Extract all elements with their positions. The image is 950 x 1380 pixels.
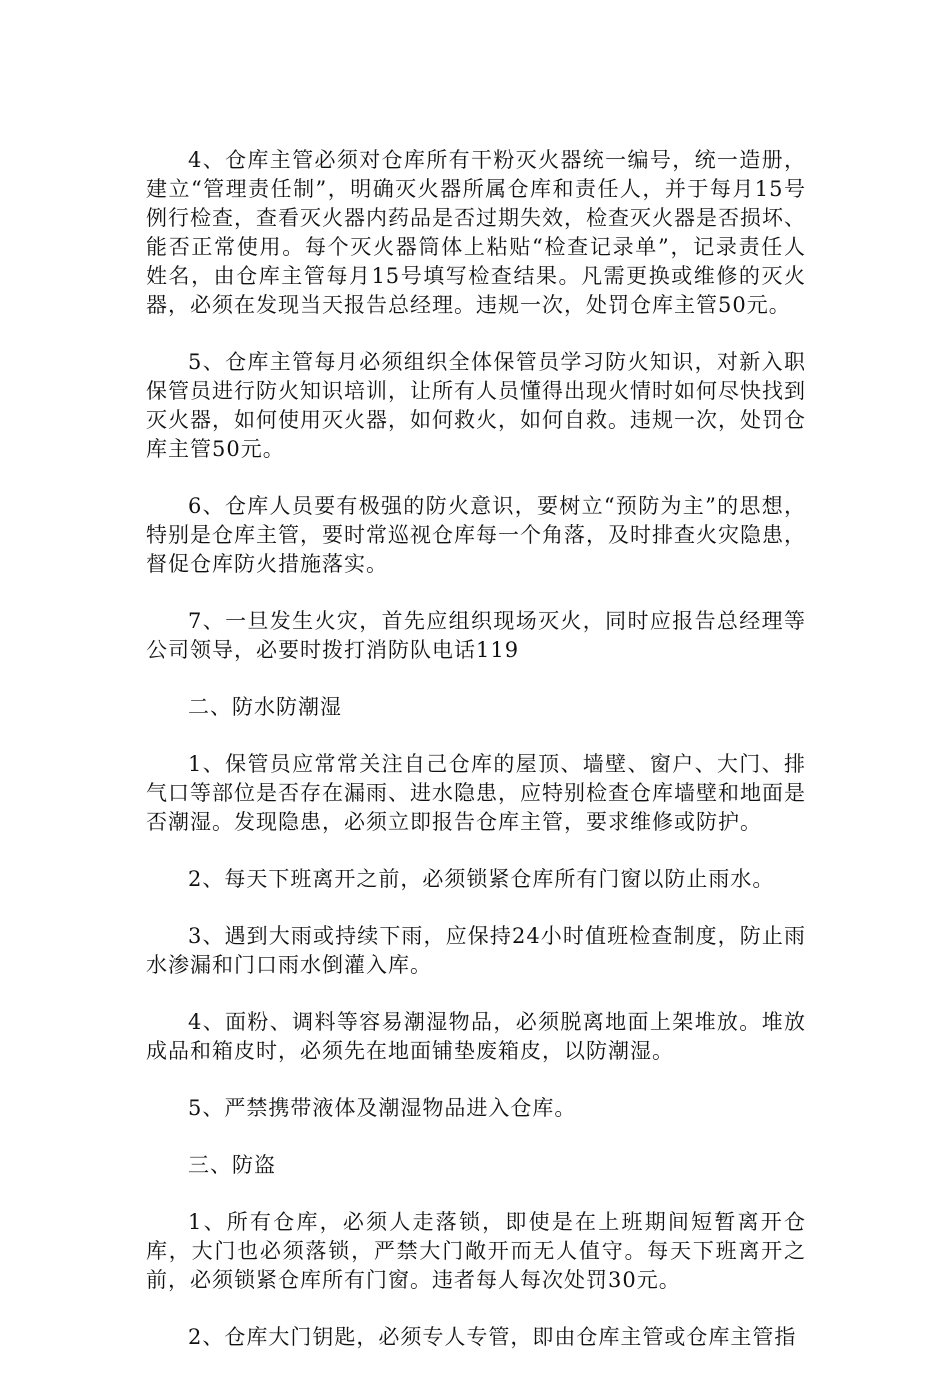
paragraph-fire-7: 7、一旦发生火灾，首先应组织现场灭火，同时应报告总经理等公司领导，必要时拨打消防队电话119 [146, 609, 806, 662]
paragraph-water-3: 3、遇到大雨或持续下雨，应保持24小时值班检查制度，防止雨水渗漏和门口雨水倒灌入库。 [146, 924, 806, 977]
paragraph-water-4: 4、面粉、调料等容易潮湿物品，必须脱离地面上架堆放。堆放成品和箱皮时，必须先在地面铺垫废箱皮，以防潮湿。 [146, 1010, 806, 1063]
paragraph-water-5: 5、严禁携带液体及潮湿物品进入仓库。 [188, 1096, 577, 1120]
document-page [146, 146, 806, 1380]
paragraph-fire-4: 4、仓库主管必须对仓库所有干粉灭火器统一编号，统一造册，建立“管理责任制”，明确灭火器所属仓库和责任人，并于每月15号例行检查，查看灭火器内药品是否过期失效，检查灭火器是否损坏、能否正常使用。每个灭火器筒体上粘贴“检查记录单”，记录责任人姓名，由仓库主管每月15号填写检查结果。凡需更换或维修的灭火器，必须在发现当天报告总经理。违规一次，处罚仓库主管50元。 [146, 148, 806, 317]
paragraph-theft-1: 1、所有仓库，必须人走落锁，即使是在上班期间短暂离开仓库，大门也必须落锁，严禁大门敞开而无人值守。每天下班离开之前，必须锁紧仓库所有门窗。违者每人每次处罚30元。 [146, 1210, 806, 1292]
paragraph-water-1: 1、保管员应常常关注自己仓库的屋顶、墙壁、窗户、大门、排气口等部位是否存在漏雨、进水隐患，应特别检查仓库墙壁和地面是否潮湿。发现隐患，必须立即报告仓库主管，要求维修或防护。 [146, 752, 806, 834]
paragraph-fire-5: 5、仓库主管每月必须组织全体保管员学习防火知识，对新入职保管员进行防火知识培训，让所有人员懂得出现火情时如何尽快找到灭火器，如何使用灭火器，如何救火，如何自救。违规一次，处罚仓库主管50元。 [146, 350, 806, 461]
paragraph-fire-6: 6、仓库人员要有极强的防火意识，要树立“预防为主”的思想，特别是仓库主管，要时常巡视仓库每一个角落，及时排查火灾隐患，督促仓库防火措施落实。 [146, 494, 806, 576]
paragraph-theft-2: 2、仓库大门钥匙，必须专人专管，即由仓库主管或仓库主管指 [188, 1325, 797, 1349]
section-heading-theft: 三、防盗 [188, 1153, 276, 1177]
paragraph-water-2: 2、每天下班离开之前，必须锁紧仓库所有门窗以防止雨水。 [188, 867, 775, 891]
section-heading-waterproof: 二、防水防潮湿 [188, 695, 342, 719]
